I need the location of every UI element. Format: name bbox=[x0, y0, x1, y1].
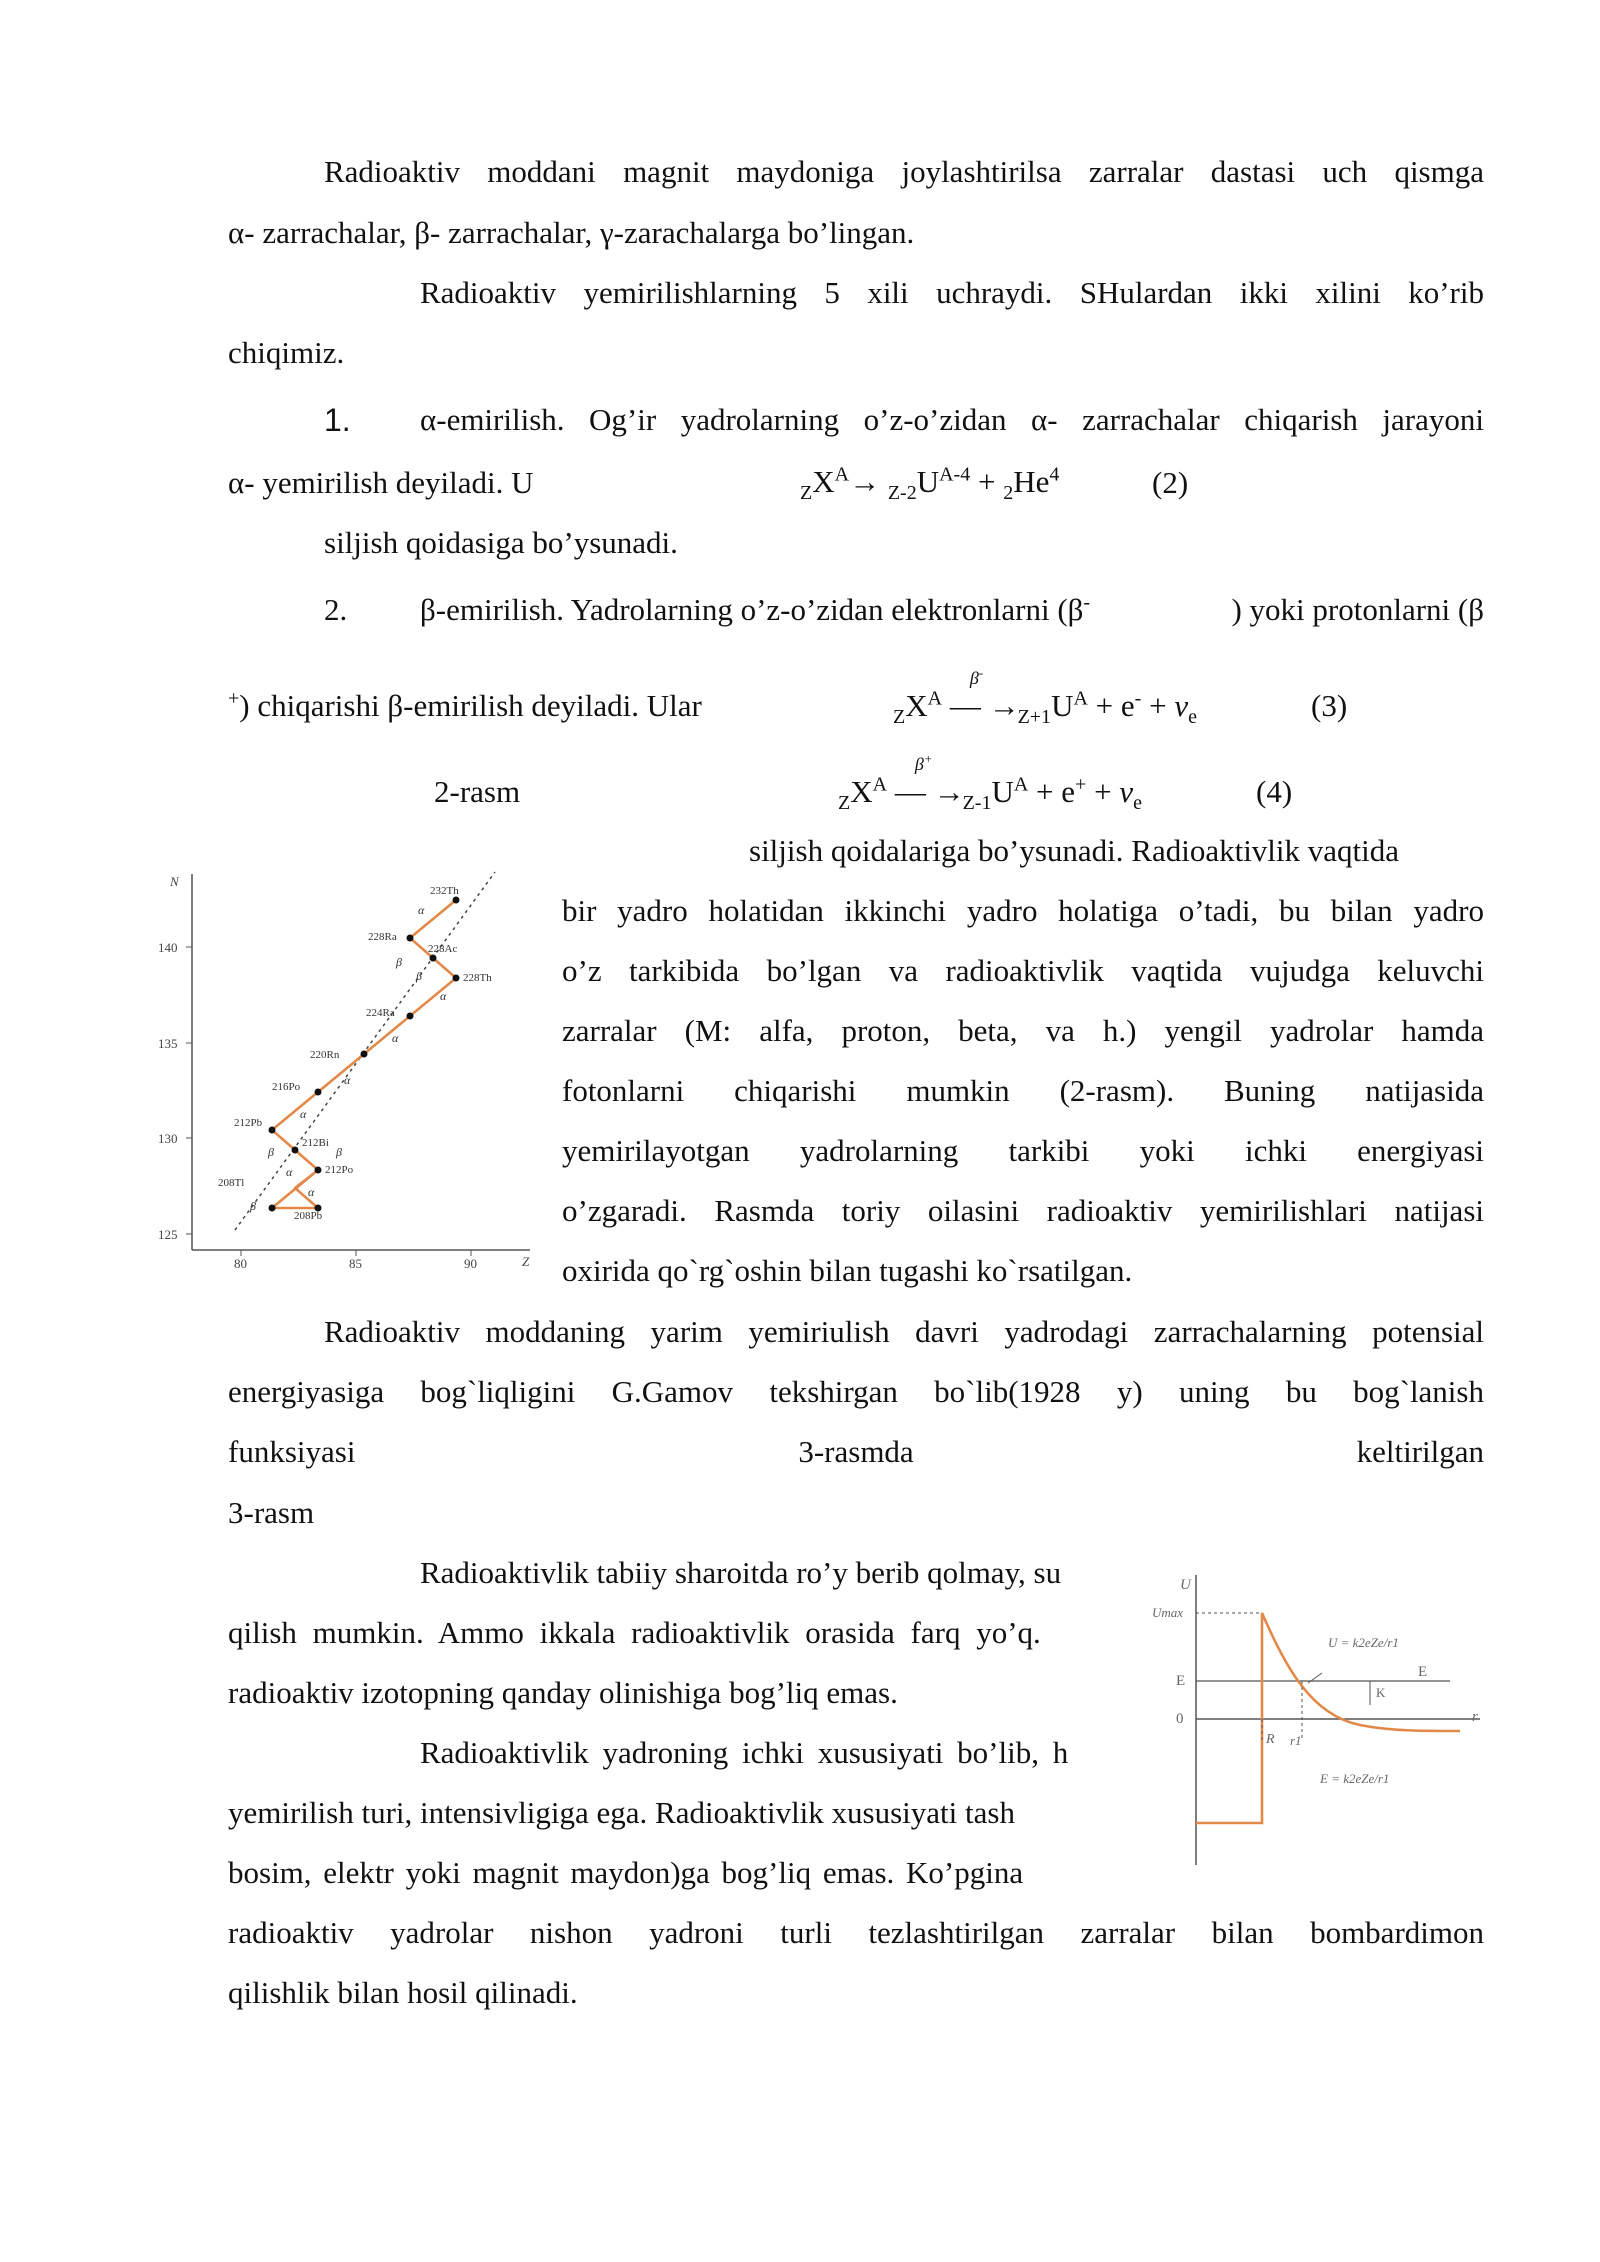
e-level-label-right: E bbox=[1418, 1664, 1428, 1680]
paragraph6-line1: Radioaktivlik yadroning ichki xususiyati bo’lib, h bbox=[420, 1735, 1069, 1770]
nuclide-point bbox=[292, 1147, 299, 1154]
nuclide-point bbox=[453, 897, 460, 904]
decay-label: α bbox=[392, 1031, 399, 1045]
beta-plus-equation: $_ZX^A$ β+ — → $_{Z-1}U^A + e^+ + \nu_e$ bbox=[838, 751, 1142, 815]
k-label: K bbox=[1376, 1685, 1386, 1700]
r-axis-label: r bbox=[1472, 1709, 1478, 1725]
item2-number: 2. bbox=[324, 592, 348, 627]
figure3-caption: 3-rasm bbox=[228, 1495, 315, 1530]
item1-number: 1. bbox=[324, 402, 351, 438]
nuclide-label: 228Th bbox=[463, 972, 492, 984]
paragraph4-line3-c: keltirilgan bbox=[1356, 1434, 1484, 1469]
nuclide-label: 208Tl bbox=[218, 1177, 245, 1189]
paragraph5-line2: qilish mumkin. Ammo ikkala radioaktivlik orasida farq yo’q. bbox=[228, 1615, 1041, 1650]
y-tick: 140 bbox=[158, 940, 178, 955]
nuclide-point bbox=[430, 955, 437, 962]
nuclide-label: 224Ra bbox=[366, 1007, 395, 1019]
paragraph6-line4: radioaktiv yadrolar nishon yadroni turli tezlashtirilgan zarralar bilan bombardimon bbox=[228, 1915, 1484, 1950]
umax-label: Umax bbox=[1152, 1605, 1184, 1620]
item1-line1: α-emirilish. Og’ir yadrolarning o’z-o’zidan α- zarrachalar chiqarish jarayoni bbox=[420, 402, 1484, 437]
decay-label: β bbox=[250, 1199, 256, 1213]
paragraph4-line3-a: funksiyasi bbox=[228, 1434, 356, 1469]
paragraph4-line2: energiyasiga bog`liqligini G.Gamov tekshirgan bo`lib(1928 y) uning bu bog`lanish bbox=[228, 1374, 1484, 1409]
paragraph6-line3: bosim, elektr yoki magnit maydon)ga bog’liq emas. Ko’pgina bbox=[228, 1855, 1024, 1890]
nuclide-label: 228Ra bbox=[368, 931, 397, 943]
paragraph3-line5: fotonlarni chiqarishi mumkin (2-rasm). Buning natijasida bbox=[562, 1073, 1484, 1108]
paragraph1-line1: Radioaktiv moddani magnit maydoniga joylashtirilsa zarralar dastasi uch qismga bbox=[324, 154, 1484, 189]
nuclide-label: 232Th bbox=[430, 885, 459, 897]
nuclide-point bbox=[315, 1167, 322, 1174]
decay-label: β bbox=[336, 1145, 342, 1159]
x-tick: 80 bbox=[234, 1256, 247, 1271]
decay-label: β bbox=[268, 1145, 274, 1159]
nuclide-label: 220Rn bbox=[310, 1049, 340, 1061]
paragraph5-line1: Radioaktivlik tabiiy sharoitda ro’y berib qolmay, su bbox=[420, 1555, 1062, 1590]
nuclide-label: 212Po bbox=[325, 1164, 354, 1176]
decay-label: β bbox=[396, 955, 402, 969]
paragraph3-line7: o’zgaradi. Rasmda toriy oilasini radioaktiv yemirilishlari natijasi bbox=[562, 1193, 1484, 1228]
r-label: R bbox=[1266, 1732, 1275, 1747]
y-axis-label: N bbox=[170, 874, 179, 889]
x-tick: 85 bbox=[349, 1256, 362, 1271]
e-level-label: E bbox=[1176, 1673, 1186, 1689]
item2-line1-text: β-emirilish. Yadrolarning o’z-o’zidan elektronlarni (β bbox=[420, 592, 1084, 627]
y-tick: 135 bbox=[158, 1036, 178, 1051]
nuclide-point bbox=[407, 1013, 414, 1020]
decay-label: α bbox=[418, 903, 425, 917]
e-formula: E = k2eZe/r1 bbox=[1320, 1771, 1390, 1786]
nuclide-label: 208Pb bbox=[294, 1210, 323, 1222]
item1-line2: α- yemirilish deyiladi. U bbox=[228, 465, 534, 500]
decay-label: α bbox=[300, 1107, 307, 1121]
nuclide-point bbox=[453, 975, 460, 982]
decay-label: α bbox=[308, 1185, 315, 1199]
thorium-decay-chain-figure bbox=[150, 860, 550, 1280]
decay-label: β bbox=[416, 969, 422, 983]
paragraph6-line5: qilishlik bilan hosil qilinadi. bbox=[228, 1975, 578, 2010]
decay-label: α bbox=[286, 1165, 293, 1179]
beta-minus-sup: - bbox=[1083, 591, 1091, 614]
item2-line2-text: ) chiqarishi β-emirilish deyiladi. Ular bbox=[239, 688, 702, 723]
item2-line1-end: ) yoki protonlarni (β bbox=[1231, 592, 1484, 627]
paragraph3-line4: zarralar (M: alfa, proton, beta, va h.) yengil yadrolar hamda bbox=[562, 1013, 1484, 1048]
nuclide-label: 212Pb bbox=[234, 1117, 263, 1129]
figure3-reference: 3-rasmda bbox=[798, 1434, 914, 1469]
item2-line2 bbox=[228, 686, 702, 726]
r1-label: r1 bbox=[1290, 1733, 1302, 1748]
paragraph3-line6: yemirilayotgan yadrolarning tarkibi yoki ichki energiyasi bbox=[562, 1133, 1484, 1168]
nuclide-point bbox=[269, 1127, 276, 1134]
paragraph4-line3 bbox=[228, 1432, 1484, 1472]
paragraph3-line1: siljish qoidalariga bo’ysunadi. Radioaktivlik vaqtida bbox=[749, 833, 1400, 868]
x-tick: 90 bbox=[464, 1256, 477, 1271]
y-tick: 130 bbox=[158, 1131, 178, 1146]
x-axis-label: Z bbox=[522, 1254, 530, 1269]
beta-minus-equation: $_ZX^A$ β- — → $_{Z+1}U^A + e^- + \nu_e$ bbox=[893, 665, 1197, 729]
decay-label: α bbox=[344, 1073, 351, 1087]
potential-barrier-figure bbox=[1150, 1565, 1490, 1875]
u-axis-label: U bbox=[1180, 1577, 1191, 1593]
paragraph3-line3: o’z tarkibida bo’lgan va radioaktivlik vaqtida vujudga keluvchi bbox=[562, 953, 1484, 988]
nuclide-point bbox=[407, 935, 414, 942]
item2-line1 bbox=[420, 590, 1484, 630]
nuclide-label: 228Ac bbox=[428, 943, 458, 955]
nuclide-point bbox=[315, 1089, 322, 1096]
equation-number-2: (2) bbox=[1152, 465, 1189, 500]
nuclide-point bbox=[361, 1051, 368, 1058]
equation-number-4: (4) bbox=[1256, 774, 1293, 809]
paragraph2-line1: Radioaktiv yemirilishlarning 5 xili uchraydi. SHulardan ikki xilini ko’rib bbox=[420, 275, 1484, 310]
equation-number-3: (3) bbox=[1311, 688, 1348, 723]
nuclide-label: 212Bi bbox=[302, 1137, 329, 1149]
paragraph3-line2: bir yadro holatidan ikkinchi yadro holatiga o’tadi, bu bilan yadro bbox=[562, 893, 1484, 928]
nuclide-label: 216Po bbox=[272, 1081, 301, 1093]
nuclide-point bbox=[269, 1205, 276, 1212]
y-tick: 125 bbox=[158, 1227, 178, 1242]
item1-line3: siljish qoidasiga bo’ysunadi. bbox=[324, 525, 678, 560]
figure2-caption: 2-rasm bbox=[434, 774, 521, 809]
zero-label: 0 bbox=[1176, 1711, 1184, 1727]
beta-plus-sup: + bbox=[228, 687, 240, 710]
u-formula: U = k2eZe/r1 bbox=[1328, 1635, 1399, 1650]
paragraph2-line2: chiqimiz. bbox=[228, 335, 345, 370]
paragraph1-line2: α- zarrachalar, β- zarrachalar, γ-zarachalarga bo’lingan. bbox=[228, 215, 915, 250]
paragraph3-line8: oxirida qo`rg`oshin bilan tugashi ko`rsatilgan. bbox=[562, 1253, 1133, 1288]
paragraph4-line1: Radioaktiv moddaning yarim yemiriulish davri yadrodagi zarrachalarning potensial bbox=[324, 1314, 1484, 1349]
alpha-decay-equation: $_ZX^A\to _{Z-2}U^{A-4} + _2He^4$ bbox=[800, 463, 1060, 505]
decay-label: α bbox=[440, 989, 447, 1003]
paragraph6-line2: yemirilish turi, intensivligiga ega. Radioaktivlik xususiyati tash bbox=[228, 1795, 1015, 1830]
paragraph5-line3: radioaktiv izotopning qanday olinishiga bog’liq emas. bbox=[228, 1675, 898, 1710]
